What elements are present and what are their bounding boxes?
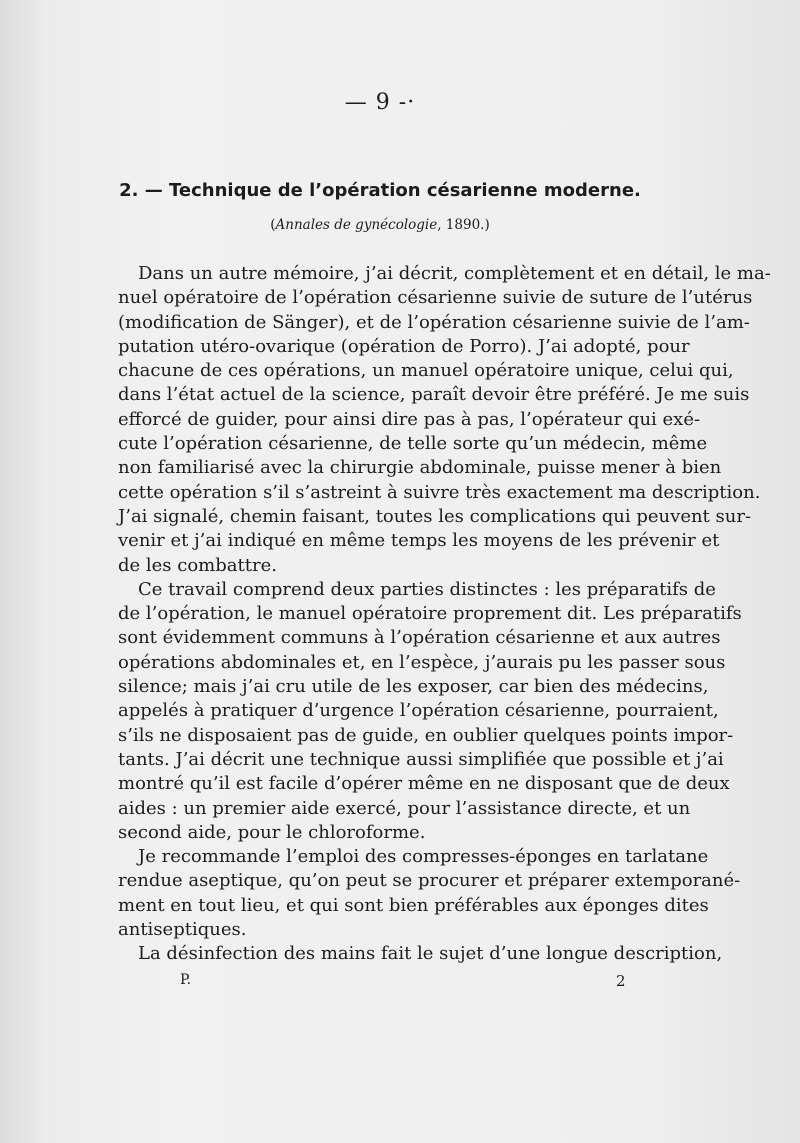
sheet-number: 2 <box>616 972 626 990</box>
text-line: Dans un autre mémoire, j’ai décrit, complètement et en détail, le ma- <box>138 263 771 284</box>
text-line: rendue aseptique, qu’on peut se procurer et préparer extemporané- <box>118 870 741 892</box>
text-line: s’ils ne disposaient pas de guide, en oublier quelques points impor- <box>118 724 734 746</box>
text-line: tants. J’ai décrit une technique aussi simplifiée que possible et j’ai <box>118 748 724 770</box>
text-line: second aide, pour le chloroforme. <box>118 821 426 843</box>
text-line: venir et j’ai indiqué en même temps les moyens de les prévenir et <box>118 530 720 552</box>
citation-rest: , 1890.) <box>437 217 490 233</box>
text-line: (modification de Sänger), et de l’opération césarienne suivie de l’am- <box>118 311 750 333</box>
text-line: Ce travail comprend deux parties distinctes : les préparatifs de <box>138 578 716 600</box>
paragraph <box>118 578 742 845</box>
text-line: de les combattre. <box>118 554 277 576</box>
body-text <box>118 262 771 967</box>
text-line: putation utéro-ovarique (opération de Porro). J’ai adopté, pour <box>118 335 690 357</box>
text-line: aides : un premier aide exercé, pour l’assistance directe, et un <box>118 797 691 819</box>
paragraph <box>118 845 741 942</box>
section-heading: 2. — Technique de l’opération césarienne moderne. <box>119 180 641 201</box>
text-line: J’ai signalé, chemin faisant, toutes les complications qui peuvent sur- <box>118 505 752 527</box>
text-line: montré qu’il est facile d’opérer même en ne disposant que de deux <box>118 773 730 795</box>
text-line: sont évidemment communs à l’opération césarienne et aux autres <box>118 627 721 649</box>
text-line: silence; mais j’ai cru utile de les exposer, car bien des médecins, <box>118 676 709 698</box>
citation <box>120 217 640 233</box>
text-line: dans l’état actuel de la science, paraît devoir être préféré. Je me suis <box>118 384 750 406</box>
paragraph <box>118 942 723 966</box>
paragraph <box>118 262 771 578</box>
text-line: antiseptiques. <box>118 919 247 941</box>
text-line: chacune de ces opérations, un manuel opératoire unique, celui qui, <box>118 360 734 382</box>
text-line: cute l’opération césarienne, de telle sorte qu’un médecin, même <box>118 433 708 455</box>
citation-journal: Annales de gynécologie <box>275 217 438 233</box>
text-line: ment en tout lieu, et qui sont bien préférables aux éponges dites <box>118 894 709 916</box>
text-line: cette opération s’il s’astreint à suivre très exactement ma description. <box>118 481 761 503</box>
signature-mark: P. <box>180 972 192 988</box>
text-line: efforcé de guider, pour ainsi dire pas à pas, l’opérateur qui exé- <box>118 408 701 430</box>
text-line: appelés à pratiquer d’urgence l’opération césarienne, pourraient, <box>118 700 719 722</box>
text-line: nuel opératoire de l’opération césarienne suivie de suture de l’utérus <box>118 287 753 309</box>
text-line: non familiarisé avec la chirurgie abdominale, puisse mener à bien <box>118 457 722 479</box>
text-line: de l’opération, le manuel opératoire proprement dit. Les préparatifs <box>118 603 742 625</box>
page-number: — 9 -· <box>344 90 416 115</box>
text-line: La désinfection des mains fait le sujet d’une longue description, <box>138 943 723 965</box>
text-line: opérations abdominales et, en l’espèce, j’aurais pu les passer sous <box>118 651 726 673</box>
citation-open: ( <box>270 217 276 233</box>
text-line: Je recommande l’emploi des compresses-éponges en tarlatane <box>138 846 709 868</box>
